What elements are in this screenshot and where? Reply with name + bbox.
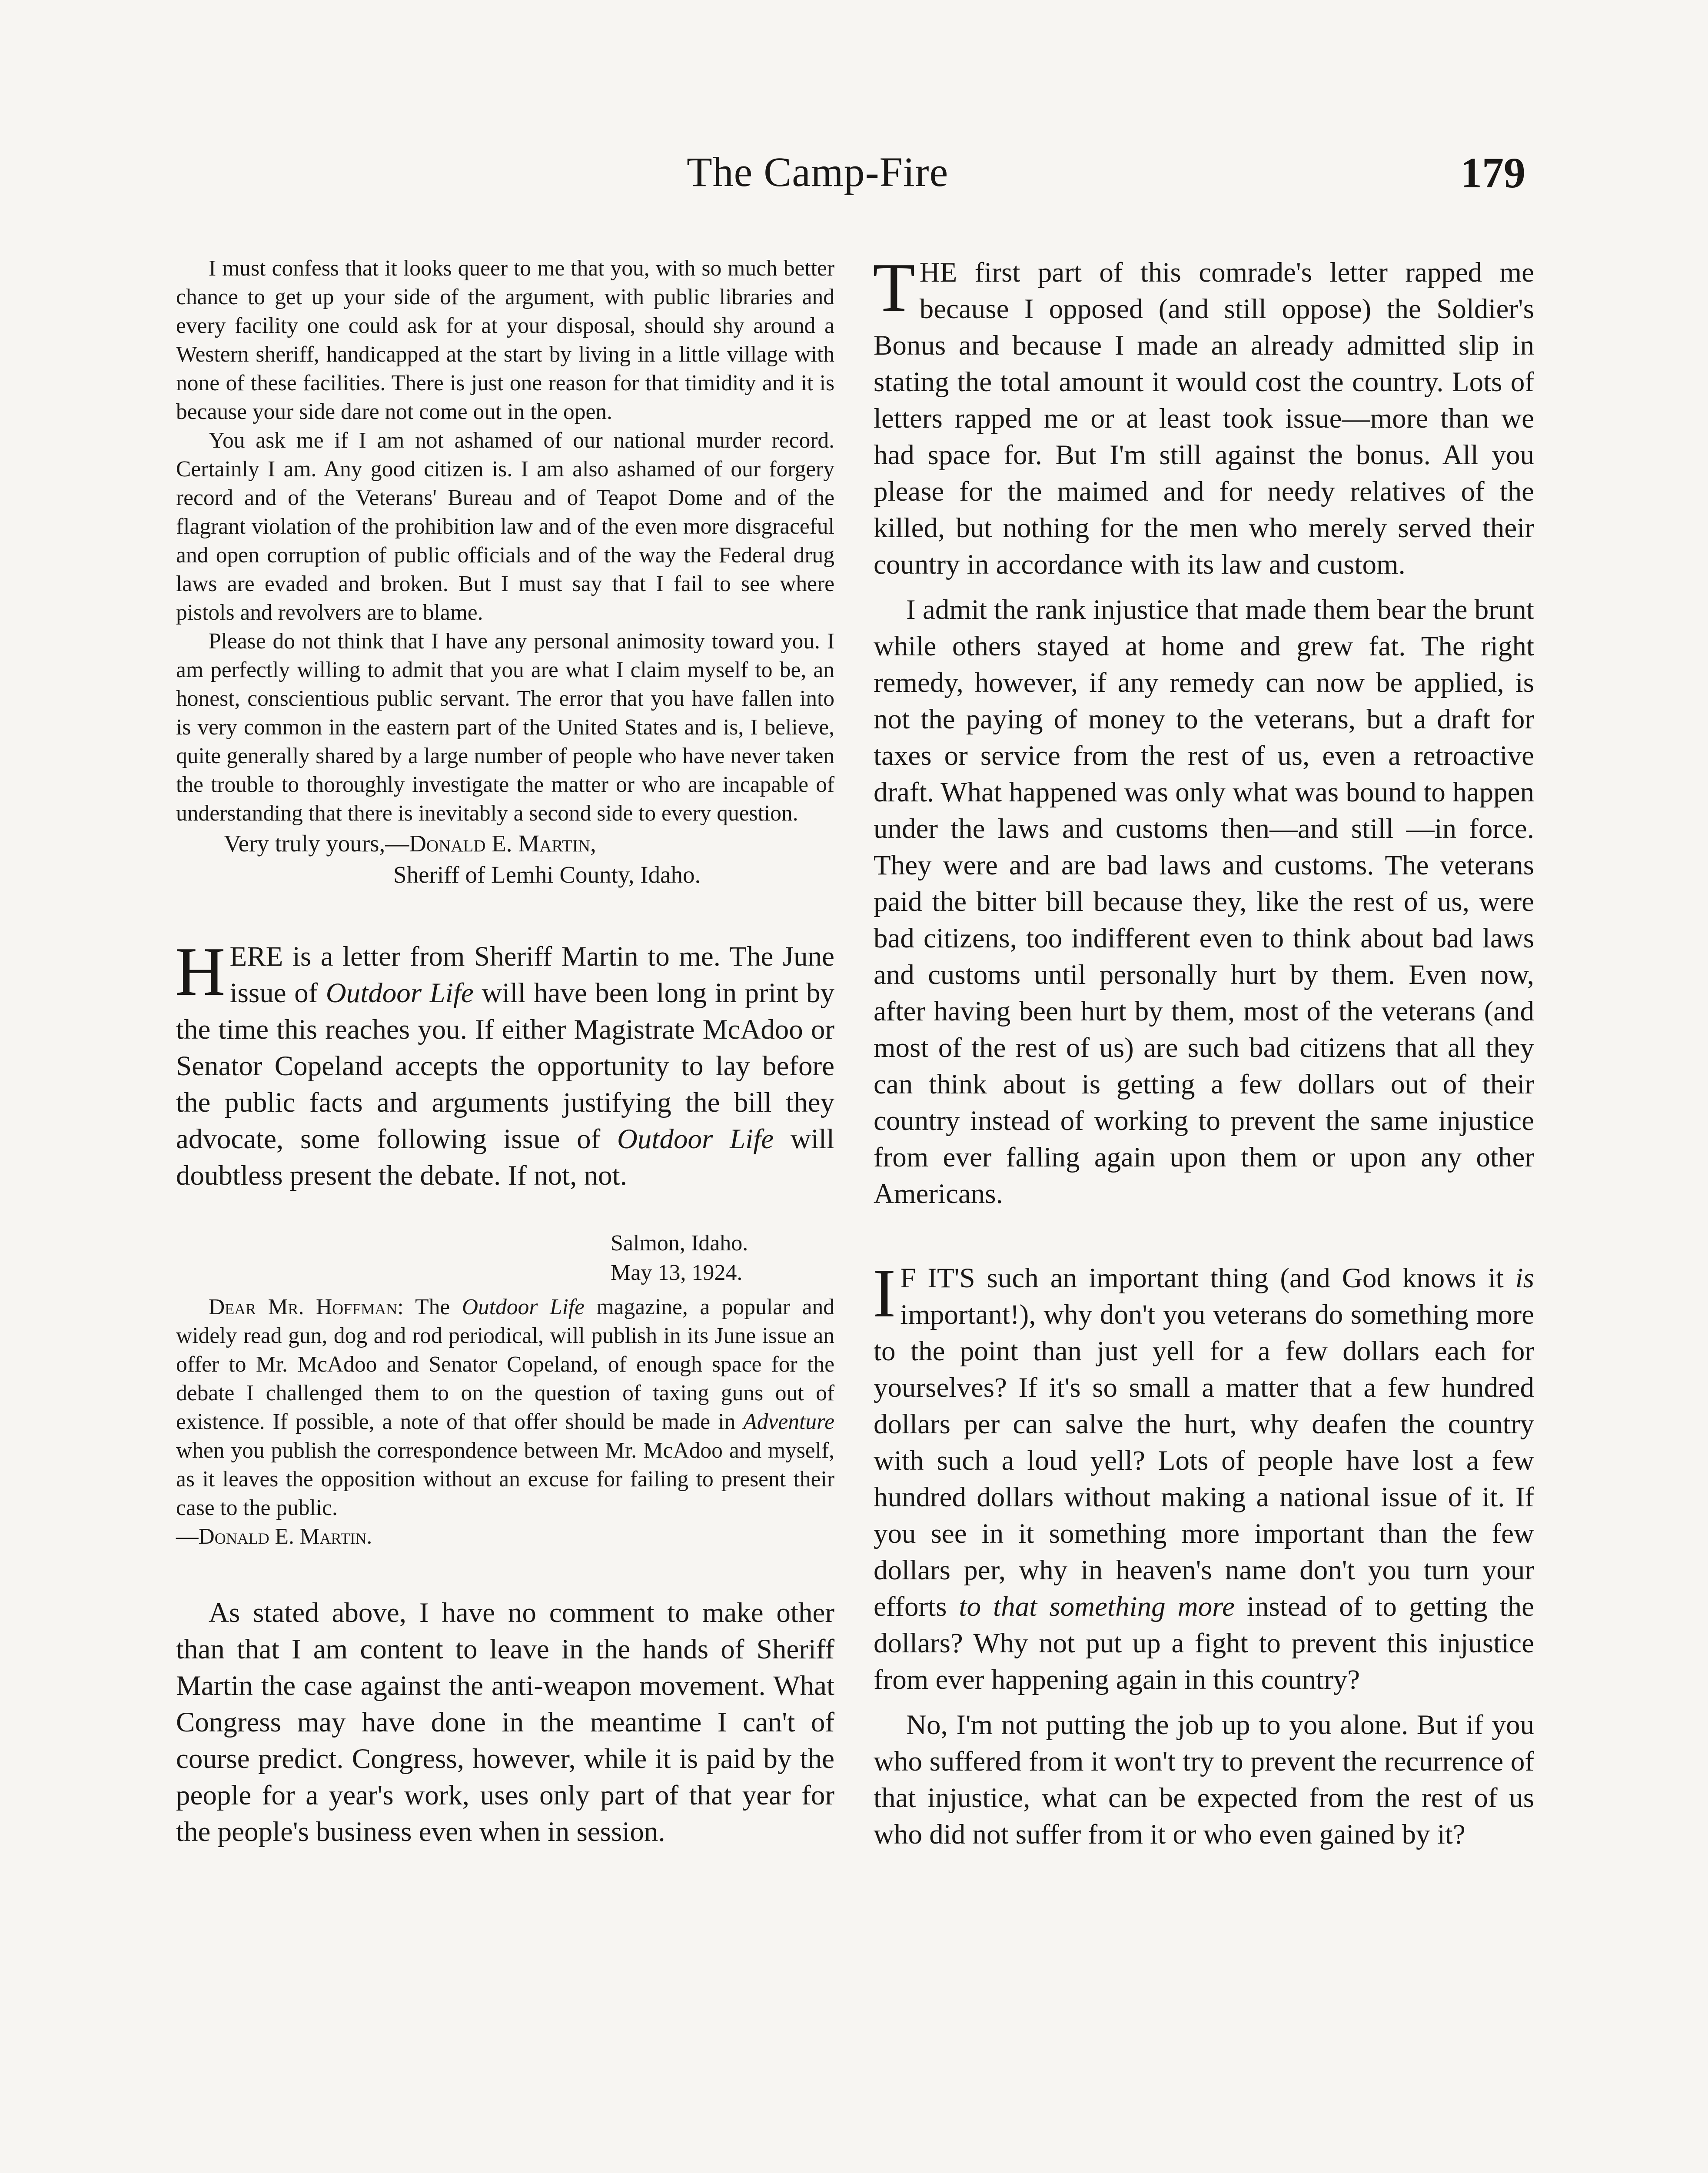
- intro-text: will have been long in print by the time this reaches you. If either Magistrate McAdoo or Senator Copeland accepts the opportunity to lay before the public facts and arguments justifying the bill they advocate, some following issue of: [176, 977, 834, 1155]
- closing-text: Very truly yours,—: [224, 830, 409, 857]
- commentary-paragraph: [873, 249, 1534, 583]
- closing-paragraph: As stated above, I have no comment to make other than that I am content to leave in the hands of Sheriff Martin the case against the anti-weapon movement. What Congress may have done in the meantime I can't of course predict. Congress, however, while it is paid by the people for a year's work, uses only part of that year for the people's business even when in session.: [176, 1597, 834, 1847]
- drop-cap: I: [873, 1254, 896, 1332]
- second-letter-paragraph: [176, 1293, 834, 1522]
- commentary-text: F IT'S such an important thing (and God knows it: [900, 1263, 1515, 1294]
- salutation: Dear Mr. Hoffman:: [209, 1295, 404, 1319]
- commentary-text: important!), why don't you veterans do something more to the point than just yell for a few dollars each for yourselves? If it's so small a matter that a few hundred dollars per can salve the hurt, why deafen the country with such a loud yell? Lots of people have lost a few hundred dollars without making a national issue of it. If you see in it something more important than the few dollars per, why in heaven's name don't you turn your efforts: [874, 1299, 1534, 1622]
- letter-text: when you publish the correspondence between Mr. McAdoo and myself, as it leaves the opposition without an excuse for failing to present their case to the public.: [176, 1438, 834, 1520]
- commentary-text: instead of to getting the dollars? Why not put up a fight to prevent this injustice from ever happening again in this country?: [874, 1591, 1534, 1695]
- editor-intro: [175, 933, 834, 1194]
- emphasis: is: [1515, 1263, 1534, 1294]
- magazine-title: Outdoor Life: [326, 977, 474, 1009]
- commentary-paragraph: I admit the rank injustice that made them bear the brunt while others stayed at home and grew fat. The right remedy, however, if any remedy can now be applied, is not the paying of money to the veterans, but a draft for taxes or service from the rest of us, even a retroactive draft. What happened was only what was bound to happen under the laws and customs then—and still —in force. They were and are bad laws and customs. The veterans paid the bitter bill because they, like the rest of us, were bad citizens, too indifferent even to think about bad laws and customs until personally hurt by them. Even now, after having been hurt by them, most of the veterans (and most of the rest of us) are such bad citizens that all they can think about is getting a few dollars out of their country instead of working to prevent the same injustice from ever falling again upon them or upon any other Americans.: [874, 594, 1534, 1209]
- letter-text: The: [403, 1295, 462, 1319]
- right-column: [873, 249, 1534, 1853]
- letter-paragraph: Please do not think that I have any personal animosity toward you. I am perfectly willing to admit that you are what I claim myself to be, an honest, conscientious public servant. The error that you have fallen into is very common in the eastern part of the United States and is, I believe, quite generally shared by a large number of people who have never taken the trouble to thoroughly investigate the matter or who are incapable of understanding that there is inevitably a second side to every question.: [176, 629, 834, 826]
- commentary-paragraph: [873, 1254, 1534, 1698]
- magazine-title: Outdoor Life: [617, 1123, 774, 1155]
- letter-paragraph: I must confess that it looks queer to me that you, with so much better chance to get up your side of the argument, with public libraries and every facility one could ask for at your disposal, should shy around a Western sheriff, handicapped at the start by living in a little village with none of these facilities. There is just one reason for that timidity and it is because your side dare not come out in the open.: [176, 256, 834, 424]
- magazine-title: Adventure: [743, 1409, 834, 1434]
- drop-cap: T: [873, 249, 915, 326]
- editor-closing: [176, 1595, 834, 1850]
- veterans-commentary: [873, 1254, 1534, 1853]
- signer-title: Sheriff of Lemhi County, Idaho.: [393, 861, 701, 888]
- commentary-text: HE first part of this comrade's letter rapped me because I opposed (and still oppose) the Soldier's Bonus and because I made an already admitted slip in stating the total amount it would cost the country. Lots of letters rapped me or at least took issue—more than we had space for. But I'm still against the bonus. All you please for the maimed and for needy relatives of the killed, but nothing for the men who merely served their country in accordance with its law and custom.: [874, 257, 1534, 580]
- dateline-date: May 13, 1924.: [611, 1260, 743, 1285]
- letter-text: magazine, a popular and widely read gun, dog and rod periodical, will publish in its June issue an offer to Mr. McAdoo and Senator Copeland, of enough space for the debate I challenged them to on the question of taxing guns out of existence. If possible, a note of that offer should be made in: [176, 1295, 834, 1434]
- dateline-place: Salmon, Idaho.: [611, 1231, 748, 1256]
- page-number: 179: [1460, 149, 1525, 197]
- intro-text: ERE is a letter from Sheriff Martin to me. The June issue of: [229, 941, 834, 1009]
- sheriff-letter: [176, 254, 834, 890]
- commentary-paragraph: No, I'm not putting the job up to you alone. But if you who suffered from it won't try to prevent the recurrence of that injustice, what can be expected from the rest of us who did not suffer from it or who even gained by it?: [874, 1709, 1534, 1850]
- letter-closing: [176, 828, 834, 859]
- magazine-title: Outdoor Life: [462, 1295, 585, 1319]
- emphasis: to that something more: [959, 1591, 1235, 1622]
- running-header-title: The Camp-Fire: [687, 149, 949, 195]
- intro-paragraph: [175, 933, 834, 1194]
- letter-paragraph: You ask me if I am not ashamed of our national murder record. Certainly I am. Any good citizen is. I am also ashamed of our forgery record and of the Veterans' Bureau and of Teapot Dome and of the flagrant violation of the prohibition law and of the even more disgraceful and open corruption of public officials and of the way the Federal drug laws are evaded and broken. But I must say that I fail to see where pistols and revolvers are to blame.: [176, 428, 834, 625]
- bonus-commentary: [873, 249, 1534, 1212]
- second-letter: [176, 1293, 834, 1551]
- second-letter-signature: —Donald E. Martin.: [176, 1524, 372, 1549]
- left-column: [176, 254, 834, 1850]
- drop-cap: H: [175, 933, 226, 1010]
- intro-text: will doubtless present the debate. If not, not.: [176, 1123, 834, 1191]
- signer-name: Donald E. Martin,: [409, 830, 596, 857]
